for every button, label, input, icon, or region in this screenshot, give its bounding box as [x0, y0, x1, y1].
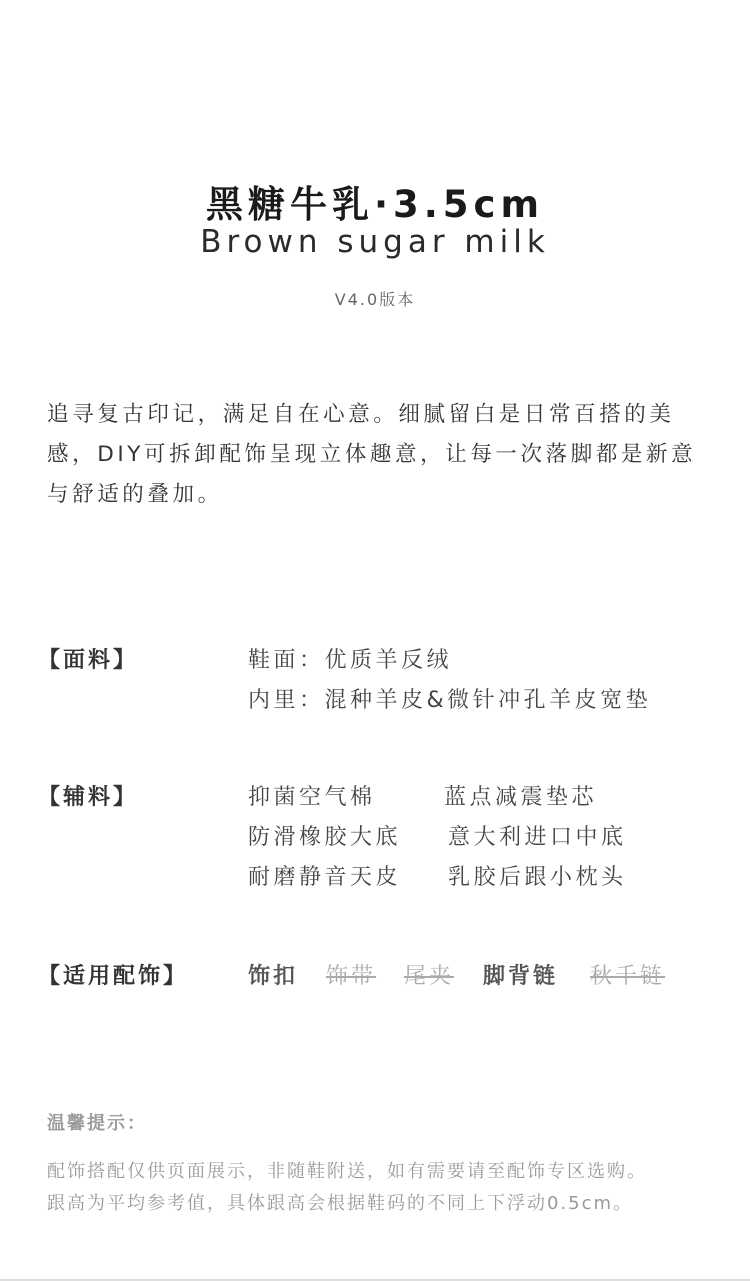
- product-subtitle: Brown sugar milk: [200, 224, 550, 260]
- fabric-label: 【面料】: [38, 648, 139, 673]
- accessory-item-unavailable: 尾夹: [404, 964, 455, 989]
- fabric-line: 鞋面：优质羊反绒: [248, 648, 453, 673]
- tip-line: 配饰搭配仅供页面展示，非随鞋附送，如有需要请至配饰专区选购。: [47, 1161, 647, 1182]
- product-title: 黑糖牛乳·3.5cm: [205, 183, 545, 226]
- fabric-line: 内里：混种羊皮&微针冲孔羊皮宽垫: [248, 688, 652, 713]
- auxiliary-item: 意大利进口中底: [448, 825, 627, 850]
- accessories-label: 【适用配饰】: [38, 964, 189, 989]
- version-label: V4.0版本: [334, 290, 416, 309]
- auxiliary-label: 【辅料】: [38, 785, 139, 810]
- auxiliary-item: 抑菌空气棉: [248, 785, 376, 810]
- tip-line: 跟高为平均参考值，具体跟高会根据鞋码的不同上下浮动0.5cm。: [47, 1193, 634, 1214]
- accessory-item-unavailable: 秋千链: [590, 964, 666, 989]
- auxiliary-item: 乳胶后跟小枕头: [448, 865, 627, 890]
- product-description: 追寻复古印记，满足自在心意。细腻留白是日常百搭的美感，DIY可拆卸配饰呈现立体趣意，让每一次落脚都是新意与舒适的叠加。: [47, 402, 697, 507]
- auxiliary-item: 蓝点减震垫芯: [444, 785, 598, 810]
- auxiliary-item: 耐磨静音天皮: [248, 865, 402, 890]
- accessory-item-available: 脚背链: [483, 964, 559, 989]
- auxiliary-item: 防滑橡胶大底: [248, 825, 402, 850]
- accessory-item-unavailable: 饰带: [326, 964, 377, 989]
- tips-title: 温馨提示：: [47, 1113, 147, 1134]
- accessory-item-available: 饰扣: [248, 964, 299, 989]
